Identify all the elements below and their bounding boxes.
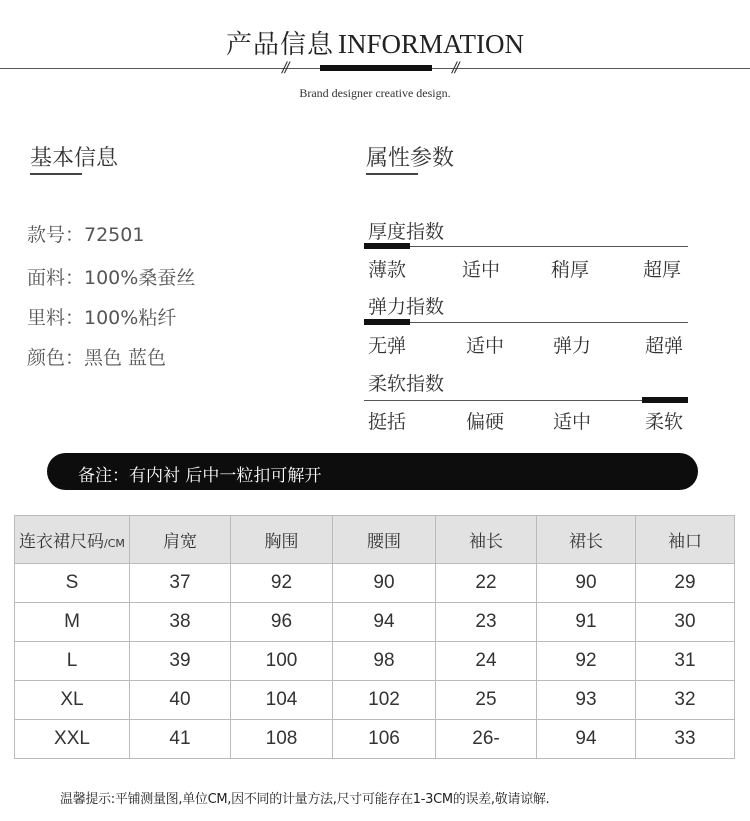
table-cell: 40: [130, 681, 231, 720]
table-cell: 106: [333, 720, 436, 759]
table-cell: 30: [636, 603, 735, 642]
table-header-size-label: 连衣裙尺码: [19, 532, 105, 552]
table-cell: XXL: [15, 720, 130, 759]
table-cell: 22: [436, 564, 537, 603]
table-header-unit: /CM: [104, 537, 125, 550]
info-fabric: 面料：100%桑蚕丝: [27, 267, 196, 289]
table-cell: 90: [537, 564, 636, 603]
basic-info-underline: [30, 173, 82, 175]
table-cell: 98: [333, 642, 436, 681]
table-cell: 29: [636, 564, 735, 603]
elasticity-option: 适中: [466, 335, 505, 357]
table-row: [15, 564, 735, 603]
table-row: [15, 720, 735, 759]
table-cell: M: [15, 603, 130, 642]
table-cell: 37: [130, 564, 231, 603]
table-cell: 23: [436, 603, 537, 642]
elasticity-option: 无弹: [368, 335, 407, 357]
thickness-option: 薄款: [368, 259, 407, 281]
table-header-row: [15, 516, 735, 564]
table-cell: 32: [636, 681, 735, 720]
table-cell: 41: [130, 720, 231, 759]
table-row: [15, 642, 735, 681]
table-header-cell: 裙长: [537, 516, 636, 564]
table-cell: 96: [231, 603, 333, 642]
softness-option: 偏硬: [466, 411, 505, 433]
info-color: 颜色：黑色 蓝色: [27, 347, 167, 369]
table-row: [15, 603, 735, 642]
table-row: [15, 681, 735, 720]
size-table: [14, 515, 735, 759]
header-accent-bar: [320, 65, 432, 71]
basic-info-title: 基本信息: [30, 146, 119, 171]
table-cell: 38: [130, 603, 231, 642]
table-cell: 91: [537, 603, 636, 642]
table-cell: 24: [436, 642, 537, 681]
title-chinese: 产品信息: [225, 30, 334, 60]
thickness-option: 适中: [462, 259, 501, 281]
table-cell: 90: [333, 564, 436, 603]
page-title: [0, 24, 750, 61]
table-cell: 26-: [436, 720, 537, 759]
table-cell: 31: [636, 642, 735, 681]
title-english: INFORMATION: [338, 29, 525, 59]
table-header-cell: [15, 516, 130, 564]
info-lining: 里料：100%粘纤: [27, 307, 177, 329]
table-cell: 94: [537, 720, 636, 759]
softness-scale-line: [364, 400, 688, 401]
table-header-cell: 袖长: [436, 516, 537, 564]
note-text: 备注：有内衬 后中一粒扣可解开: [78, 466, 322, 486]
table-cell: 39: [130, 642, 231, 681]
elasticity-option: 弹力: [553, 335, 592, 357]
table-cell: L: [15, 642, 130, 681]
table-header-cell: 袖口: [636, 516, 735, 564]
attributes-underline: [366, 173, 418, 175]
slash-decoration-left: //: [282, 60, 288, 76]
table-header-cell: 肩宽: [130, 516, 231, 564]
table-header-cell: 胸围: [231, 516, 333, 564]
table-header-cell: 腰围: [333, 516, 436, 564]
softness-scale-marker: [642, 397, 688, 403]
attributes-title: 属性参数: [366, 146, 455, 171]
measurement-note: 温馨提示:平铺测量图,单位CM,因不同的计量方法,尺寸可能存在1-3CM的误差,敬请谅解.: [60, 792, 550, 807]
thickness-option: 超厚: [643, 259, 682, 281]
thickness-scale-marker: [364, 243, 410, 249]
table-cell: 93: [537, 681, 636, 720]
table-cell: 92: [231, 564, 333, 603]
table-cell: S: [15, 564, 130, 603]
info-style-number: 款号：72501: [27, 224, 145, 246]
elasticity-scale-marker: [364, 319, 410, 325]
thickness-label: 厚度指数: [368, 221, 445, 243]
elasticity-scale-line: [364, 322, 688, 323]
table-cell: 25: [436, 681, 537, 720]
table-cell: 33: [636, 720, 735, 759]
thickness-option: 稍厚: [551, 259, 590, 281]
softness-option: 适中: [553, 411, 592, 433]
softness-option: 柔软: [645, 411, 684, 433]
thickness-scale-line: [364, 246, 688, 247]
elasticity-label: 弹力指数: [368, 296, 445, 318]
softness-option: 挺括: [368, 411, 407, 433]
table-cell: 92: [537, 642, 636, 681]
table-cell: XL: [15, 681, 130, 720]
table-cell: 108: [231, 720, 333, 759]
table-cell: 94: [333, 603, 436, 642]
softness-label: 柔软指数: [368, 373, 445, 395]
brand-subtitle: Brand designer creative design.: [299, 86, 451, 100]
table-cell: 104: [231, 681, 333, 720]
elasticity-option: 超弹: [645, 335, 684, 357]
table-cell: 100: [231, 642, 333, 681]
table-cell: 102: [333, 681, 436, 720]
slash-decoration-right: //: [452, 60, 458, 76]
